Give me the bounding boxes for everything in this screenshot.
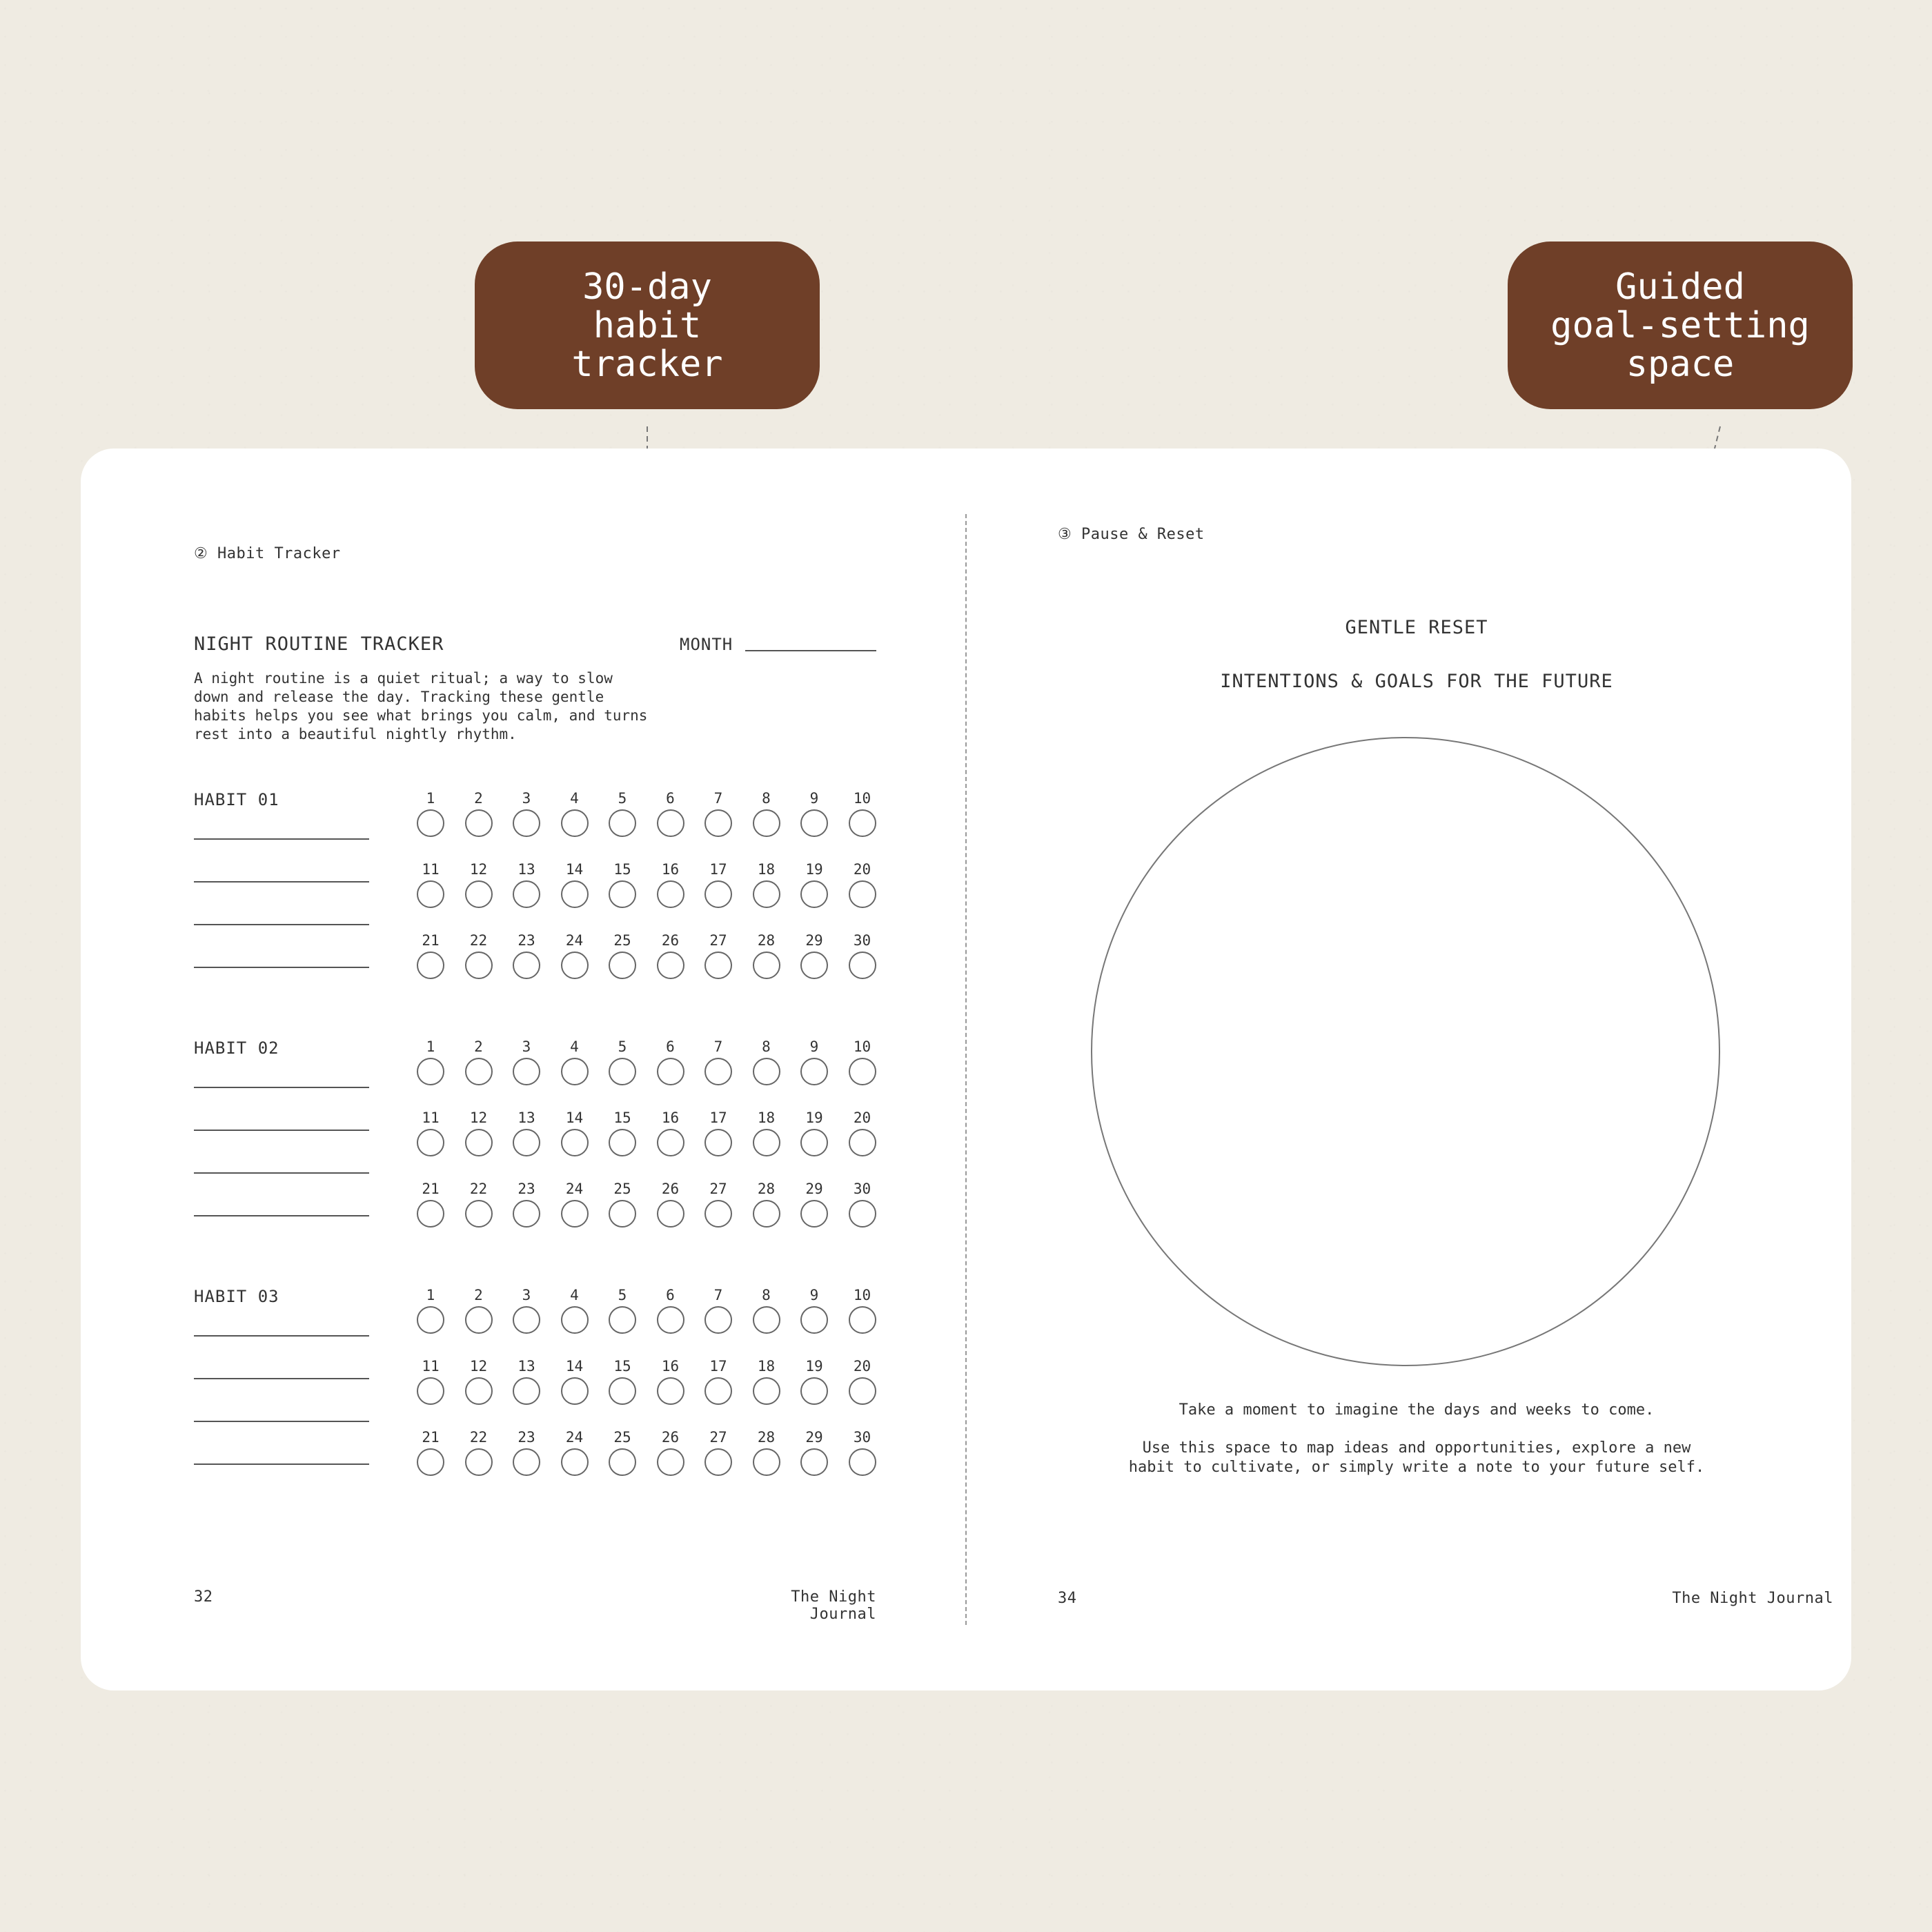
day-checkbox[interactable]	[800, 1377, 828, 1405]
day-checkbox[interactable]	[704, 1448, 732, 1476]
day-number: 21	[422, 932, 440, 949]
day-number: 11	[422, 1110, 440, 1126]
day-number: 3	[522, 790, 531, 807]
day-checkbox[interactable]	[609, 1306, 636, 1334]
day-number: 23	[518, 932, 535, 949]
day-number: 13	[518, 861, 535, 878]
day-checkbox[interactable]	[704, 1200, 732, 1228]
day-checkbox[interactable]	[753, 1200, 780, 1228]
day-checkbox[interactable]	[513, 1058, 540, 1085]
day-number: 20	[853, 1358, 871, 1374]
habit-write-line[interactable]	[194, 1335, 369, 1337]
day-checkbox[interactable]	[849, 1306, 876, 1334]
day-checkbox[interactable]	[465, 1058, 493, 1085]
month-field[interactable]	[745, 650, 876, 651]
day-checkbox[interactable]	[561, 1448, 589, 1476]
day-number: 5	[618, 1038, 627, 1055]
day-number: 24	[565, 1429, 584, 1446]
day-checkbox[interactable]	[800, 1306, 828, 1334]
day-number: 16	[661, 1358, 680, 1374]
day-checkbox[interactable]	[417, 880, 444, 908]
day-checkbox[interactable]	[753, 952, 780, 979]
day-number: 12	[469, 1358, 488, 1374]
day-number: 19	[805, 1110, 823, 1126]
day-checkbox[interactable]	[561, 1306, 589, 1334]
day-checkbox[interactable]	[465, 1129, 493, 1156]
day-checkbox[interactable]	[513, 1200, 540, 1228]
habit-label: HABIT 02	[194, 1038, 279, 1058]
journal-spread	[81, 448, 1851, 1690]
page-divider	[965, 514, 967, 1625]
day-number: 10	[853, 790, 871, 807]
day-checkbox[interactable]	[417, 1448, 444, 1476]
day-checkbox[interactable]	[657, 1058, 684, 1085]
day-number: 15	[613, 861, 631, 878]
day-number: 13	[518, 1110, 535, 1126]
day-number: 29	[805, 1181, 823, 1197]
day-checkbox[interactable]	[561, 952, 589, 979]
day-checkbox[interactable]	[849, 1058, 876, 1085]
day-checkbox[interactable]	[753, 1058, 780, 1085]
day-checkbox[interactable]	[704, 1129, 732, 1156]
right-page-line-1: Take a moment to imagine the days and weeks to come.	[1179, 1401, 1655, 1419]
day-checkbox[interactable]	[609, 1129, 636, 1156]
day-checkbox[interactable]	[849, 1129, 876, 1156]
day-number: 2	[474, 1038, 483, 1055]
day-number: 9	[809, 790, 819, 807]
day-checkbox[interactable]	[561, 1058, 589, 1085]
day-checkbox[interactable]	[513, 880, 540, 908]
day-number: 5	[618, 790, 627, 807]
day-number: 21	[422, 1181, 440, 1197]
day-checkbox[interactable]	[753, 1129, 780, 1156]
day-number: 27	[709, 1429, 727, 1446]
day-checkbox[interactable]	[417, 1058, 444, 1085]
day-number: 15	[613, 1358, 631, 1374]
day-number: 29	[805, 1429, 823, 1446]
day-checkbox[interactable]	[561, 1377, 589, 1405]
habit-write-line[interactable]	[194, 1172, 369, 1174]
habit-label: HABIT 01	[194, 790, 279, 809]
day-number: 1	[426, 1287, 435, 1303]
day-number: 22	[469, 932, 488, 949]
day-number: 24	[565, 1181, 584, 1197]
left-page-title: NIGHT ROUTINE TRACKER	[194, 633, 444, 655]
day-checkbox[interactable]	[800, 880, 828, 908]
day-checkbox[interactable]	[753, 1448, 780, 1476]
day-number: 25	[613, 932, 631, 949]
day-number: 2	[474, 790, 483, 807]
day-checkbox[interactable]	[465, 1377, 493, 1405]
day-checkbox[interactable]	[609, 809, 636, 837]
day-number: 20	[853, 861, 871, 878]
day-checkbox[interactable]	[800, 809, 828, 837]
day-number: 30	[853, 1429, 871, 1446]
day-number: 13	[518, 1358, 535, 1374]
day-checkbox[interactable]	[609, 1377, 636, 1405]
habit-write-line[interactable]	[194, 1421, 369, 1422]
day-number: 2	[474, 1287, 483, 1303]
day-number: 11	[422, 861, 440, 878]
day-number: 16	[661, 1110, 680, 1126]
day-checkbox[interactable]	[513, 1377, 540, 1405]
day-number: 8	[762, 1038, 771, 1055]
day-number: 18	[757, 1358, 776, 1374]
day-number: 28	[757, 932, 776, 949]
month-label: MONTH	[680, 635, 733, 654]
day-number: 23	[518, 1181, 535, 1197]
day-checkbox[interactable]	[800, 1448, 828, 1476]
day-number: 6	[666, 790, 675, 807]
day-checkbox[interactable]	[704, 1377, 732, 1405]
habit-write-line[interactable]	[194, 1463, 369, 1465]
day-checkbox[interactable]	[417, 952, 444, 979]
right-section-label: ③ Pause & Reset	[1058, 526, 1205, 543]
day-checkbox[interactable]	[417, 809, 444, 837]
day-number: 15	[613, 1110, 631, 1126]
day-checkbox[interactable]	[465, 1306, 493, 1334]
day-number: 28	[757, 1429, 776, 1446]
day-checkbox[interactable]	[800, 1129, 828, 1156]
day-checkbox[interactable]	[657, 1129, 684, 1156]
day-checkbox[interactable]	[657, 952, 684, 979]
day-checkbox[interactable]	[657, 1306, 684, 1334]
day-number: 17	[709, 1358, 727, 1374]
day-checkbox[interactable]	[561, 809, 589, 837]
right-page-subtitle: INTENTIONS & GOALS FOR THE FUTURE	[1220, 671, 1613, 692]
callout-goal-setting: Guided goal-setting space	[1508, 241, 1853, 409]
day-number: 12	[469, 1110, 488, 1126]
day-number: 25	[613, 1429, 631, 1446]
day-checkbox[interactable]	[849, 809, 876, 837]
day-number: 6	[666, 1038, 675, 1055]
habit-label: HABIT 03	[194, 1287, 279, 1306]
callout-habit-tracker: 30-day habit tracker	[475, 241, 820, 409]
day-number: 21	[422, 1429, 440, 1446]
day-checkbox[interactable]	[465, 880, 493, 908]
day-number: 1	[426, 1038, 435, 1055]
right-page-title: GENTLE RESET	[1345, 617, 1488, 638]
day-checkbox[interactable]	[849, 1200, 876, 1228]
day-checkbox[interactable]	[513, 1448, 540, 1476]
day-number: 30	[853, 932, 871, 949]
day-number: 6	[666, 1287, 675, 1303]
day-checkbox[interactable]	[800, 1058, 828, 1085]
day-checkbox[interactable]	[417, 1200, 444, 1228]
day-checkbox[interactable]	[800, 1200, 828, 1228]
habit-write-line[interactable]	[194, 967, 369, 968]
day-checkbox[interactable]	[704, 809, 732, 837]
goal-circle[interactable]	[1091, 737, 1720, 1366]
left-page-number: 32	[194, 1588, 213, 1606]
day-checkbox[interactable]	[561, 1129, 589, 1156]
day-checkbox[interactable]	[465, 1200, 493, 1228]
day-number: 8	[762, 790, 771, 807]
day-checkbox[interactable]	[704, 952, 732, 979]
right-page-line-2: Use this space to map ideas and opportunities, explore a new habit to cultivate, or simply write a note to your future self.	[1128, 1439, 1705, 1476]
day-number: 9	[809, 1287, 819, 1303]
day-number: 1	[426, 790, 435, 807]
day-checkbox[interactable]	[609, 1448, 636, 1476]
day-checkbox[interactable]	[849, 1448, 876, 1476]
day-number: 7	[713, 790, 723, 807]
day-checkbox[interactable]	[609, 1058, 636, 1085]
day-number: 17	[709, 1110, 727, 1126]
right-page-number: 34	[1058, 1590, 1077, 1607]
day-checkbox[interactable]	[561, 1200, 589, 1228]
day-checkbox[interactable]	[465, 952, 493, 979]
day-checkbox[interactable]	[609, 1200, 636, 1228]
day-number: 29	[805, 932, 823, 949]
habit-write-line[interactable]	[194, 924, 369, 925]
day-number: 3	[522, 1287, 531, 1303]
day-number: 4	[570, 1038, 579, 1055]
day-checkbox[interactable]	[513, 952, 540, 979]
left-section-label: ② Habit Tracker	[194, 545, 341, 562]
day-number: 18	[757, 1110, 776, 1126]
day-number: 22	[469, 1181, 488, 1197]
day-checkbox[interactable]	[465, 1448, 493, 1476]
day-checkbox[interactable]	[849, 880, 876, 908]
day-number: 10	[853, 1287, 871, 1303]
day-number: 7	[713, 1287, 723, 1303]
day-checkbox[interactable]	[657, 809, 684, 837]
day-number: 12	[469, 861, 488, 878]
day-checkbox[interactable]	[657, 880, 684, 908]
day-number: 5	[618, 1287, 627, 1303]
day-checkbox[interactable]	[513, 1129, 540, 1156]
day-number: 14	[565, 1110, 584, 1126]
day-number: 27	[709, 1181, 727, 1197]
day-checkbox[interactable]	[753, 880, 780, 908]
day-number: 11	[422, 1358, 440, 1374]
day-number: 25	[613, 1181, 631, 1197]
day-checkbox[interactable]	[417, 1129, 444, 1156]
habit-write-line[interactable]	[194, 1130, 369, 1131]
day-checkbox[interactable]	[800, 952, 828, 979]
day-checkbox[interactable]	[753, 1306, 780, 1334]
day-number: 19	[805, 861, 823, 878]
day-checkbox[interactable]	[704, 1306, 732, 1334]
day-number: 27	[709, 932, 727, 949]
day-number: 24	[565, 932, 584, 949]
day-number: 9	[809, 1038, 819, 1055]
habit-write-line[interactable]	[194, 1215, 369, 1216]
day-checkbox[interactable]	[704, 880, 732, 908]
day-checkbox[interactable]	[849, 1377, 876, 1405]
day-checkbox[interactable]	[609, 952, 636, 979]
day-number: 26	[661, 1181, 680, 1197]
day-checkbox[interactable]	[417, 1306, 444, 1334]
day-number: 14	[565, 861, 584, 878]
day-checkbox[interactable]	[704, 1058, 732, 1085]
habit-write-line[interactable]	[194, 838, 369, 840]
left-page-footer: The Night Journal	[791, 1588, 876, 1623]
day-checkbox[interactable]	[657, 1200, 684, 1228]
day-number: 22	[469, 1429, 488, 1446]
day-number: 19	[805, 1358, 823, 1374]
day-number: 30	[853, 1181, 871, 1197]
day-checkbox[interactable]	[657, 1377, 684, 1405]
day-checkbox[interactable]	[513, 809, 540, 837]
day-number: 4	[570, 1287, 579, 1303]
day-number: 28	[757, 1181, 776, 1197]
day-number: 14	[565, 1358, 584, 1374]
day-checkbox[interactable]	[849, 952, 876, 979]
day-checkbox[interactable]	[609, 880, 636, 908]
day-checkbox[interactable]	[657, 1448, 684, 1476]
day-number: 23	[518, 1429, 535, 1446]
day-number: 10	[853, 1038, 871, 1055]
day-number: 3	[522, 1038, 531, 1055]
day-number: 18	[757, 861, 776, 878]
day-number: 16	[661, 861, 680, 878]
right-page-footer: The Night Journal	[1672, 1590, 1833, 1607]
day-checkbox[interactable]	[753, 1377, 780, 1405]
left-page-description: A night routine is a quiet ritual; a way to slow down and release the day. Tracking these gentle habits helps you see what brings you calm, and turns rest into a beautiful nightly rhythm.	[194, 670, 648, 742]
day-number: 20	[853, 1110, 871, 1126]
day-number: 26	[661, 932, 680, 949]
habit-write-line[interactable]	[194, 1087, 369, 1088]
day-number: 4	[570, 790, 579, 807]
day-checkbox[interactable]	[513, 1306, 540, 1334]
day-number: 17	[709, 861, 727, 878]
day-checkbox[interactable]	[465, 809, 493, 837]
day-number: 26	[661, 1429, 680, 1446]
day-checkbox[interactable]	[561, 880, 589, 908]
habit-write-line[interactable]	[194, 881, 369, 883]
day-checkbox[interactable]	[753, 809, 780, 837]
day-checkbox[interactable]	[417, 1377, 444, 1405]
day-number: 7	[713, 1038, 723, 1055]
day-number: 8	[762, 1287, 771, 1303]
habit-write-line[interactable]	[194, 1378, 369, 1379]
